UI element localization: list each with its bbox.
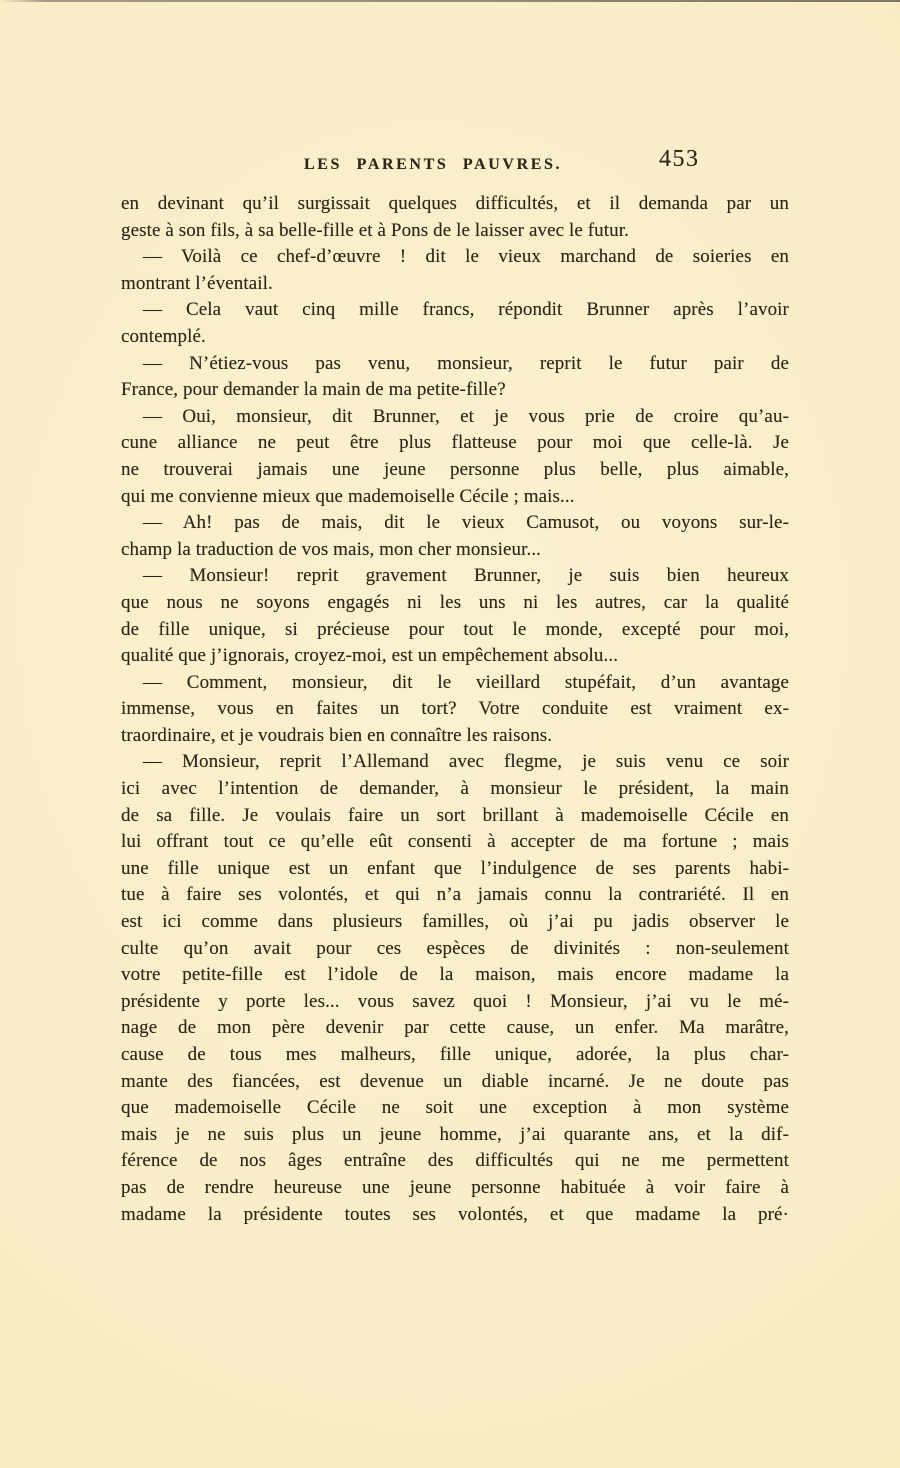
text-line: une fille unique est un enfant que l’indulgence de ses parents habi-: [121, 857, 789, 879]
text-line: — Ah! pas de mais, dit le vieux Camusot, ou voyons sur-le-: [143, 512, 789, 534]
text-line: madame la présidente toutes ses volontés, et que madame la pré·: [121, 1203, 789, 1225]
text-line: immense, vous en faites un tort? Votre conduite est vraiment ex-: [121, 698, 789, 720]
page-number: 453: [659, 146, 700, 172]
text-line: ne trouverai jamais une jeune personne plus belle, plus aimable,: [121, 458, 789, 480]
text-line: cause de tous mes malheurs, fille unique, adorée, la plus char-: [121, 1044, 789, 1065]
text-line: — Comment, monsieur, dit le vieillard stupéfait, d’un avantage: [143, 671, 789, 693]
text-line: — Cela vaut cinq mille francs, répondit Brunner après l’avoir: [143, 299, 789, 321]
text-line: tue à faire ses volontés, et qui n’a jamais connu la contrariété. Il en: [121, 884, 789, 906]
text-line: cune alliance ne peut être plus flatteuse pour moi que celle-là. Je: [121, 432, 789, 454]
text-line: de sa fille. Je voulais faire un sort brillant à mademoiselle Cécile en: [121, 804, 789, 826]
text-line: montrant l’éventail.: [121, 272, 273, 294]
text-line: — Monsieur, reprit l’Allemand avec flegme, je suis venu ce soir: [143, 751, 789, 773]
text-line: France, pour demander la main de ma petite-fille?: [121, 379, 506, 401]
text-line: ici avec l’intention de demander, à monsieur le président, la main: [121, 778, 789, 800]
text-line: votre petite-fille est l’idole de la maison, mais encore madame la: [121, 964, 789, 986]
text-line: qui me convienne mieux que mademoiselle Cécile ; mais...: [121, 485, 575, 507]
text-line: que nous ne soyons engagés ni les uns ni les autres, car la qualité: [121, 591, 789, 613]
text-line: lui offrant tout ce qu’elle eût consenti à accepter de ma fortune ; mais: [121, 831, 789, 853]
text-line: — Monsieur! reprit gravement Brunner, je suis bien heureux: [143, 565, 789, 587]
text-line: nage de mon père devenir par cette cause, un enfer. Ma marâtre,: [121, 1017, 789, 1039]
text-line: mante des fiancées, est devenue un diable incarné. Je ne doute pas: [121, 1070, 789, 1092]
text-line: que mademoiselle Cécile ne soit une exception à mon système: [121, 1097, 789, 1119]
text-line: de fille unique, si précieuse pour tout le monde, excepté pour moi,: [121, 618, 789, 640]
text-line: qualité que j’ignorais, croyez-moi, est un empêchement absolu...: [121, 645, 619, 667]
text-line: férence de nos âges entraîne des difficultés qui ne me permettent: [121, 1150, 789, 1172]
text-line: champ la traduction de vos mais, mon cher monsieur...: [121, 538, 542, 560]
body-text: [121, 191, 789, 1228]
text-line: — N’étiez-vous pas venu, monsieur, reprit le futur pair de: [143, 352, 789, 374]
text-line: traordinaire, et je voudrais bien en connaître les raisons.: [121, 724, 553, 746]
text-line: en devinant qu’il surgissait quelques difficultés, et il demanda par un: [121, 193, 789, 214]
scan-top-edge: [0, 0, 900, 2]
text-line: — Oui, monsieur, dit Brunner, et je vous prie de croire qu’au-: [143, 405, 789, 427]
text-line: mais je ne suis plus un jeune homme, j’ai quarante ans, et la dif-: [121, 1123, 789, 1145]
running-title: LES PARENTS PAUVRES.: [304, 156, 563, 173]
text-line: — Voilà ce chef-d’œuvre ! dit le vieux marchand de soieries en: [143, 246, 789, 268]
text-line: culte qu’on avait pour ces espèces de divinités : non-seulement: [121, 937, 789, 959]
text-line: contemplé.: [121, 325, 206, 347]
text-line: geste à son fils, à sa belle-fille et à Pons de le laisser avec le futur.: [121, 219, 629, 241]
text-line: pas de rendre heureuse une jeune personne habituée à voir faire à: [121, 1176, 789, 1198]
text-line: est ici comme dans plusieurs familles, où j’ai pu jadis observer le: [121, 911, 789, 933]
text-line: présidente y porte les... vous savez quoi ! Monsieur, j’ai vu le mé-: [121, 990, 789, 1012]
